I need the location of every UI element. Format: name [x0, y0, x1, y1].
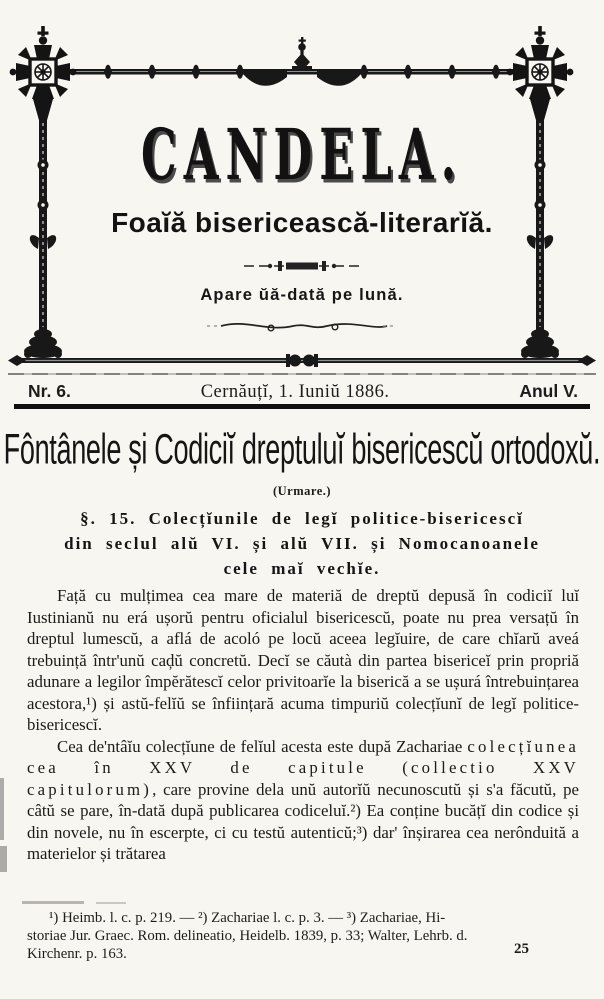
flourish-ornament	[0, 317, 604, 340]
paragraph-2-lead: Cea de'ntâĭu colecțĭune de felĭul acesta este după Zachariae	[57, 736, 468, 756]
section-heading-line: cele maĭ vechĭe.	[223, 559, 381, 578]
bottom-rod-ornament	[8, 354, 596, 367]
issue-header	[28, 381, 578, 403]
corner-ornament-right	[507, 26, 574, 122]
header-rule-thick	[14, 404, 590, 409]
footnote-line: storiae Jur. Graec. Rom. delineatio, Heidelb. 1839, p. 33; Walter, Lehrb. d.	[27, 928, 468, 945]
footnote-rule-fragment	[96, 902, 126, 904]
scan-artifact	[0, 846, 7, 872]
section-heading	[0, 506, 604, 581]
footnote-line: ¹) Heimb. l. c. p. 219. — ²) Zachariae l. c. p. 3. — ³) Zachariae, Hi-	[49, 910, 446, 926]
issue-volume: Anul V.	[519, 381, 578, 401]
masthead-title-text: CANDELA.	[140, 114, 464, 197]
paragraph-1: Față cu mulțimea cea mare de materiă de dreptŭ depusă în codiciĭ luĭ Iustinianŭ nu erá ușorŭ pentru oficialul bisericescŭ, poate nu prea versațŭ în dreptul lumescŭ, a aflá de acoló pe locŭ aceea legĭuire, de care chĭarŭ aveá trebuință într'unŭ caḑŭ concretŭ. Decĭ se căutà din partea bisericeĭ prin propriă adunare a legilor împĕrătescĭ celor privitoarĭe la biserică a se ușurá întrebuințarea acestora,¹) și astŭ-felĭŭ se înființară acuma timpuriŭ colecțĭunĭ de legĭ politice-bisericescĭ.	[27, 586, 579, 734]
continuation-note: (Urmare.)	[272, 484, 332, 498]
header-rule-thin	[8, 373, 596, 375]
center-finial-ornament	[292, 37, 312, 71]
page-number: 25	[514, 941, 529, 957]
calligraphic-squiggle-icon	[207, 317, 397, 335]
article-body	[27, 585, 579, 865]
paragraph-2	[27, 736, 579, 865]
issue-number: Nr. 6.	[28, 381, 71, 401]
footnotes	[27, 909, 579, 964]
scan-artifact	[0, 778, 4, 840]
masthead-subtitle: Foaĭă bisericească-literarĭă.	[111, 207, 493, 238]
footnote-line: Kirchenr. p. 163.	[27, 946, 127, 963]
masthead-title	[0, 114, 604, 197]
section-heading-line: din seclul alŭ VI. și alŭ VII. și Nomocanoanele	[64, 534, 540, 553]
footnote-rule	[22, 901, 84, 904]
issue-place-date: Cernăuțĭ, 1. Iuniŭ 1886.	[200, 382, 390, 402]
article-title	[0, 423, 604, 475]
paragraph-2-rest: , care provine dela unŭ autorĭŭ necunoscutŭ și s'a făcutŭ, pe câtŭ se pare, în-dată după publicarea codiceluĭ.²) Ea conține bucățĭ din codice și din novele, nu în escerpte, ci cu testŭ autenticŭ;³) dar' înșirarea cea nerônduită a materielor și trătarea	[27, 779, 579, 863]
article-title-text: Fôntânele și Codiciĭ dreptuluĭ bisericescŭ ortodoxŭ.	[3, 424, 601, 474]
paragraph-2-emphasized: colecțĭunea cea în XXV de capitule (collectio XXV capitulorum)	[27, 736, 579, 799]
dash-bar-ornament-icon	[242, 259, 362, 273]
section-heading-line: §. 15. Colecțĭunile de legĭ politice-bisericescĭ	[80, 509, 524, 528]
corner-ornament-left	[10, 26, 77, 122]
divider-ornament	[0, 259, 604, 278]
frequency-note: Apare ŭă-dată pe lună.	[200, 286, 404, 304]
